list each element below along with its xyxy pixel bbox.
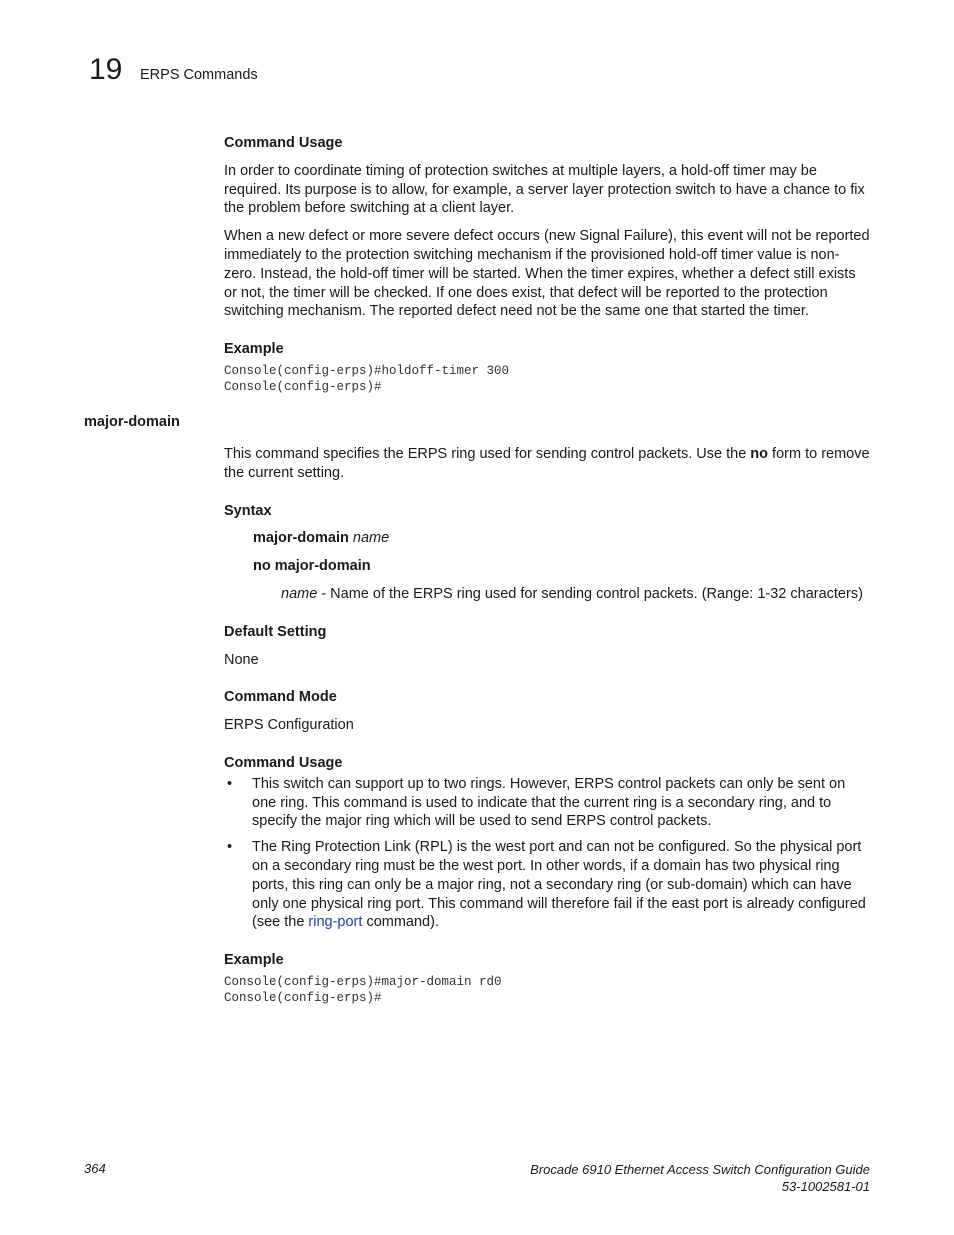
syntax-line: major-domain name (253, 530, 390, 547)
default-setting-heading: Default Setting (224, 623, 327, 640)
command-mode-value: ERPS Configuration (224, 717, 354, 734)
parameter-description: name - Name of the ERPS ring used for sending control packets. (Range: 1-32 characters) (281, 585, 863, 602)
code-example (224, 363, 870, 395)
code-line: Console(config-erps)# (224, 990, 382, 1005)
code-line: Console(config-erps)#holdoff-timer 300 (224, 363, 510, 378)
list-item: • The Ring Protection Link (RPL) is the west port and can not be configured. So the physical port on a secondary ring must be the west port. In other words, if a domain has two physical ring ports, this ring can only be a major ring, not a secondary ring (or sub-domain) which can have only one physical ring port. This command will therefore fail if the east port is already configured (see the ring-port command). (227, 839, 866, 931)
page-content (84, 134, 870, 1006)
syntax-line: no major-domain (253, 558, 371, 575)
code-line: Console(config-erps)# (224, 379, 382, 394)
code-example (224, 974, 870, 1006)
chapter-number: 19 (89, 53, 123, 86)
command-usage-heading: Command Usage (224, 754, 343, 771)
command-mode-heading: Command Mode (224, 689, 337, 706)
command-name-heading: major-domain (84, 413, 180, 430)
code-line: Console(config-erps)#major-domain rd0 (224, 974, 502, 989)
usage-paragraph: In order to coordinate timing of protection switches at multiple layers, a hold-off timer may be required. Its purpose is to allow, for example, a server layer protection switch to have a chance to fix the problem before switching at a client layer. (224, 162, 865, 217)
footer-guide-info (530, 1161, 870, 1195)
syntax-heading: Syntax (224, 502, 272, 519)
chapter-title: ERPS Commands (140, 67, 258, 83)
usage-bullet-list (224, 775, 870, 932)
command-description: This command specifies the ERPS ring used for sending control packets. Use the no form to remove the current setting. (224, 445, 870, 481)
doc-number: 53-1002581-01 (781, 1179, 870, 1194)
list-item: • This switch can support up to two rings. However, ERPS control packets can only be sent on one ring. This command is used to indicate that the current ring is a secondary ring, and to specify the major ring which will be used to send ERPS control packets. (227, 775, 846, 830)
example-heading: Example (224, 341, 284, 358)
example-heading: Example (224, 952, 284, 969)
guide-title: Brocade 6910 Ethernet Access Switch Configuration Guide (530, 1162, 870, 1177)
usage-paragraph: When a new defect or more severe defect occurs (new Signal Failure), this event will not be reported immediately to the protection switching mechanism if the provisioned hold-off timer value is non-zero. Instead, the hold-off timer will be started. When the timer expires, whether a defect still exists or not, the timer will be checked. If one does exist, that defect will be reported to the protection switching mechanism. The reported defect need not be the same one that started the timer. (224, 228, 870, 320)
command-usage-heading: Command Usage (224, 135, 343, 151)
bullet-icon: • (227, 839, 233, 856)
bullet-icon: • (227, 775, 233, 792)
ring-port-link[interactable]: ring-port (308, 914, 363, 931)
no-keyword: no (750, 445, 769, 462)
default-setting-value: None (224, 651, 259, 668)
page-number: 364 (84, 1161, 106, 1176)
